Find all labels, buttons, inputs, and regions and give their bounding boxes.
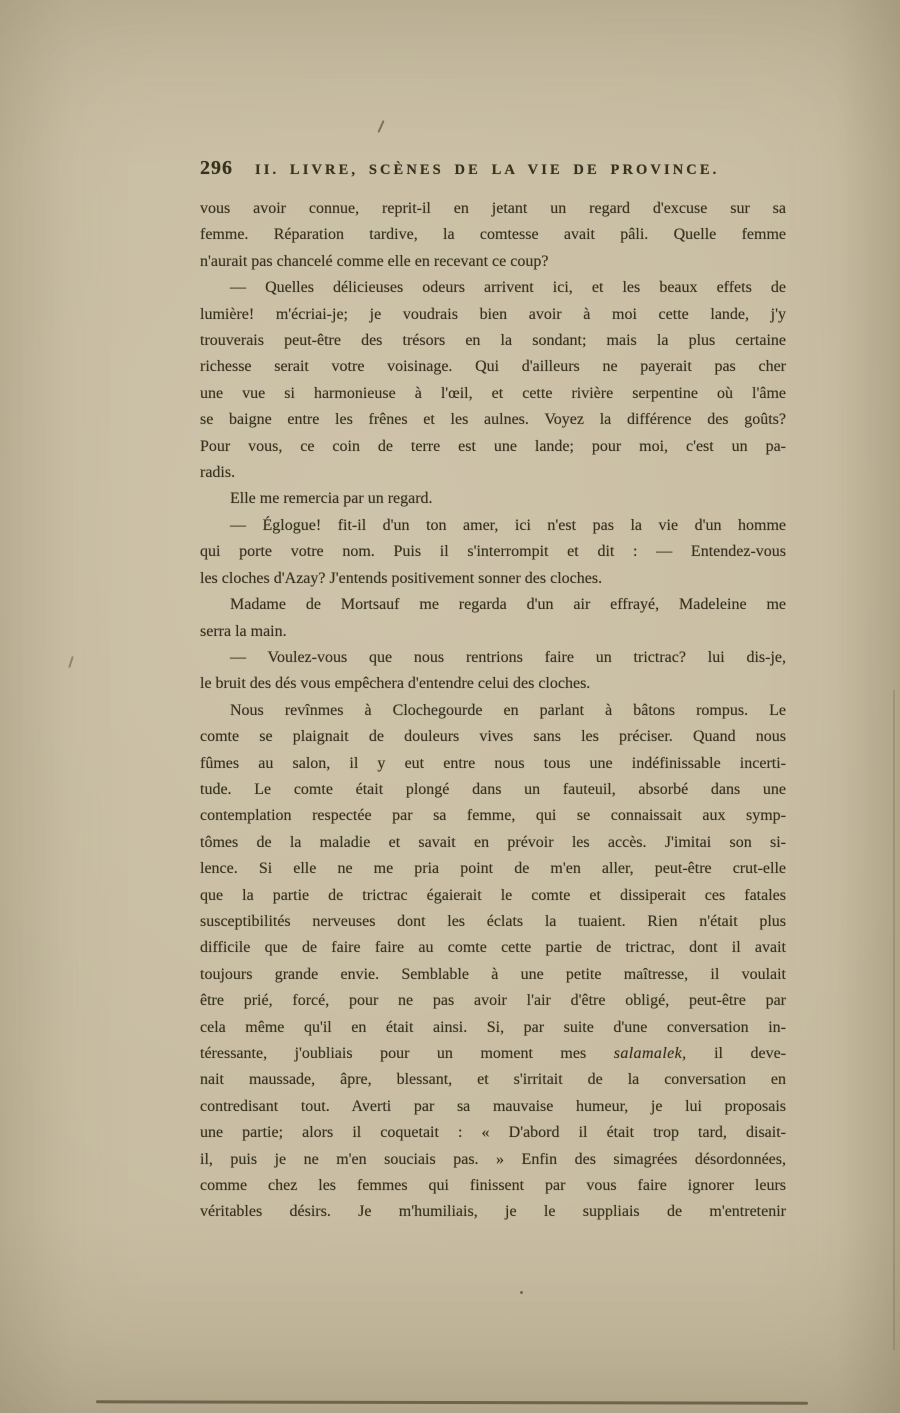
italic-word: salamalek, bbox=[613, 1045, 687, 1062]
text-line: nait maussade, âpre, blessant, et s'irritait de la conversation en bbox=[200, 1071, 786, 1089]
text-line: se baigne entre les frênes et les aulnes. Voyez la différence des goûts? bbox=[200, 411, 786, 429]
text-line: fûmes au salon, il y eut entre nous tous une indéfinissable incerti- bbox=[200, 754, 786, 772]
text-line: Nous revînmes à Clochegourde en parlant à bâtons rompus. Le bbox=[230, 701, 786, 719]
text-line: Pour vous, ce coin de terre est une lande; pour moi, c'est un pa- bbox=[200, 437, 786, 455]
scan-artifact-speck-left bbox=[68, 656, 74, 668]
running-title: II. LIVRE, SCÈNES DE LA VIE DE PROVINCE. bbox=[255, 162, 720, 178]
text-line: richesse serait votre voisinage. Qui d'ailleurs ne payerait pas cher bbox=[200, 358, 786, 376]
text-line: contredisant tout. Averti par sa mauvaise humeur, je lui proposais bbox=[200, 1097, 786, 1115]
text-line: femme. Réparation tardive, la comtesse avait pâli. Quelle femme bbox=[200, 226, 786, 244]
body-text bbox=[200, 196, 786, 1226]
text-line: — Quelles délicieuses odeurs arrivent ici, et les beaux effets de bbox=[230, 279, 786, 297]
text-line: il, puis je ne m'en souciais pas. » Enfin des simagrées désordonnées, bbox=[200, 1150, 786, 1168]
page-number: 296 bbox=[200, 157, 233, 179]
text-line: difficile que de faire faire au comte cette partie de trictrac, dont il avait bbox=[200, 939, 786, 957]
text-line: une vue si harmonieuse à l'œil, et cette rivière serpentine où l'âme bbox=[200, 384, 786, 402]
running-header bbox=[200, 157, 786, 180]
text-line: être prié, forcé, pour ne pas avoir l'air d'être obligé, peut-être par bbox=[200, 992, 786, 1010]
text-line: téressante, j'oubliais pour un moment mes salamalek, il deve- bbox=[200, 1045, 787, 1062]
text-line: le bruit des dés vous empêchera d'entendre celui des cloches. bbox=[200, 675, 591, 693]
text-line: vous avoir connue, reprit-il en jetant un regard d'excuse sur sa bbox=[200, 200, 786, 217]
scan-artifact-right-fold bbox=[893, 690, 895, 1350]
text-line: Elle me remercia par un regard. bbox=[230, 490, 433, 508]
scan-artifact-speck-bottom bbox=[520, 1291, 523, 1294]
text-line: serra la main. bbox=[200, 622, 287, 640]
text-line: que la partie de trictrac égaierait le comte et dissiperait ces fatales bbox=[200, 886, 786, 904]
text-line: trouverais peut-être des trésors en la sondant; mais la plus certaine bbox=[200, 332, 786, 350]
text-line: tômes de la maladie et savait en prévoir les accès. J'imitai son si- bbox=[200, 833, 786, 851]
text-line: radis. bbox=[200, 464, 236, 482]
text-line: lumière! m'écriai-je; je voudrais bien avoir à moi cette lande, j'y bbox=[200, 305, 786, 323]
scan-artifact-speck-top bbox=[377, 120, 384, 133]
text-line: tude. Le comte était plongé dans un fauteuil, absorbé dans une bbox=[200, 780, 786, 798]
scan-artifact-bottom-streak bbox=[96, 1400, 808, 1404]
text-line: — Églogue! fit-il d'un ton amer, ici n'est pas la vie d'un homme bbox=[230, 516, 786, 534]
text-line: une partie; alors il coquetait : « D'abord il était trop tard, disait- bbox=[200, 1124, 786, 1142]
text-line: comte se plaignait de douleurs vives sans les préciser. Quand nous bbox=[200, 728, 786, 746]
text-line: qui porte votre nom. Puis il s'interrompit et dit : — Entendez-vous bbox=[200, 543, 786, 561]
text-line: susceptibilités nerveuses dont les éclats la tuaient. Rien n'était plus bbox=[200, 912, 786, 930]
text-line: Madame de Mortsauf me regarda d'un air effrayé, Madeleine me bbox=[230, 596, 786, 614]
text-line: véritables désirs. Je m'humiliais, je le suppliais de m'entretenir bbox=[200, 1203, 786, 1221]
text-line: comme chez les femmes qui finissent par vous faire ignorer leurs bbox=[200, 1177, 786, 1195]
text-line: les cloches d'Azay? J'entends positivement sonner des cloches. bbox=[200, 569, 603, 587]
text-line: contemplation respectée par sa femme, qui se connaissait aux symp- bbox=[200, 807, 786, 825]
text-line: lence. Si elle ne me pria point de m'en aller, peut-être crut-elle bbox=[200, 860, 786, 878]
text-line: — Voulez-vous que nous rentrions faire un trictrac? lui dis-je, bbox=[230, 648, 786, 666]
text-line: cela même qu'il en était ainsi. Si, par suite d'une conversation in- bbox=[200, 1018, 786, 1036]
text-line: n'aurait pas chancelé comme elle en recevant ce coup? bbox=[200, 252, 549, 270]
text-line: toujours grande envie. Semblable à une petite maîtresse, il voulait bbox=[200, 965, 786, 983]
